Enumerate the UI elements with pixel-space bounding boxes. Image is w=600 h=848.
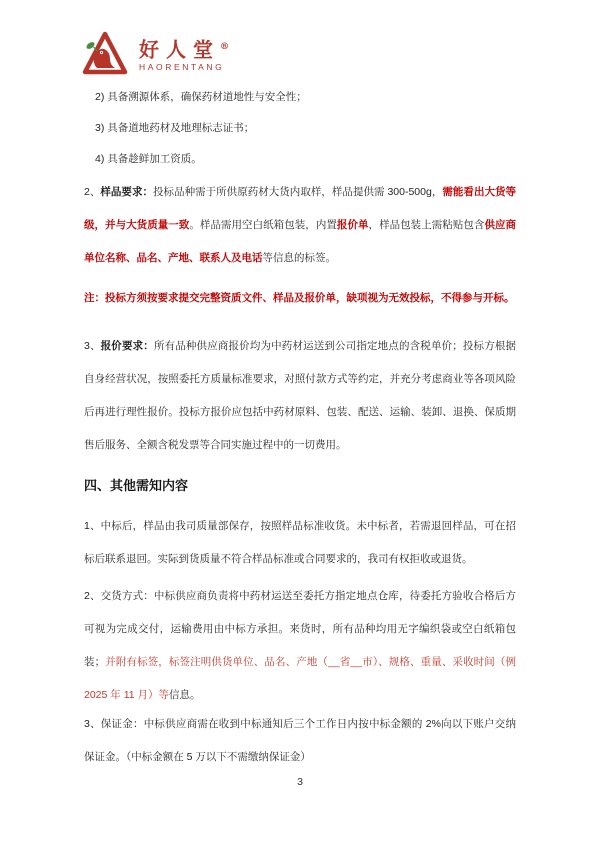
text-segment: 信息。 [169, 689, 201, 701]
qualification-item-2: 2) 具备溯源体系，确保药材道地性与安全性； [95, 91, 307, 103]
brand-name-en: HAORENTANG [139, 62, 225, 73]
highlight-label-info: 供应商单位名称、品名、产地、联系人及电话 [84, 219, 517, 264]
qualification-item-3: 3) 具备道地药材及地理标志证书； [95, 122, 255, 134]
other-item-2 [84, 580, 516, 712]
brand-name-cn [139, 36, 229, 61]
quote-requirements-paragraph [84, 330, 516, 462]
qualification-list [84, 82, 516, 175]
text-segment: 等信息的标签。 [262, 252, 336, 264]
other-item-1: 1、中标后，样品由我司质量部保存，按照样品标准收货。未中标者，若需退回样品，可在招标后联系退回。实际到货质量不符合样品标准或合同要求的，我司有权拒收或退货。 [84, 520, 516, 565]
paragraph-number: 3、 [84, 340, 101, 352]
text-segment: 2、交货方式：中标供应商负责将中药材运送至委托方指定地点仓库，待委托方验收合格后方可视为完成交付，运输费用由中标方承担。来货时，所有品种均用无字编织袋或空白纸箱包装； [84, 590, 516, 668]
text-segment: ，样品包装上需粘贴包含 [368, 219, 485, 231]
logo-text [139, 36, 229, 73]
paragraph-number: 2、 [84, 186, 101, 198]
section-heading-other-notes: 四、其他需知内容 [84, 478, 189, 493]
logo-triangle-bird-icon [80, 29, 130, 79]
paragraph-label: 样品要求： [100, 186, 154, 198]
haorentang-logo [80, 28, 516, 80]
other-item-3: 3、保证金：中标供应商需在收到中标通知后三个工作日内按中标金额的 2%向以下账户交纳保证金。（中标金额在 5 万以下不需缴纳保证金） [84, 718, 516, 763]
text-segment: 投标品种需于所供原药材大货内取样，样品提供需 300-500g， [153, 186, 443, 198]
qualification-item-4: 4) 具备趁鲜加工资质。 [95, 153, 202, 165]
highlight-grade-requirement: 需能看出大货等级，并与大货质量一致 [84, 186, 517, 231]
registered-mark: ® [220, 41, 229, 52]
paragraph-label: 报价要求： [100, 340, 154, 352]
text-segment: 。样品需用空白纸箱包装，内置 [189, 219, 337, 231]
highlight-quotation-sheet: 报价单 [336, 219, 369, 231]
text-segment: 所有品种供应商报价均为中药材运送到公司指定地点的含税单价；投标方根据自身经营状况，按照委托方质量标准要求，对照付款方式等约定，并充分考虑商业等各项风险后再进行理性报价。投标方报价应包括中药材原料、包装、配送、运输、装卸、退换、保质期售后服务、全额含税发票等合同实施过程中的一切费用。 [84, 340, 517, 451]
page-number: 3 [297, 776, 303, 788]
sample-requirements-paragraph [84, 176, 516, 275]
note-line: 注：投标方须按要求提交完整资质文件、样品及报价单，缺项视为无效投标，不得参与开标。 [84, 292, 515, 304]
highlight-delivery-label-info: 并附有标签，标签注明供货单位、品名、产地（__省__市）、规格、重量、采收时间（例 2025 年 11 月）等 [84, 656, 517, 701]
brand-name-cn-text: 好人堂 [139, 37, 220, 62]
